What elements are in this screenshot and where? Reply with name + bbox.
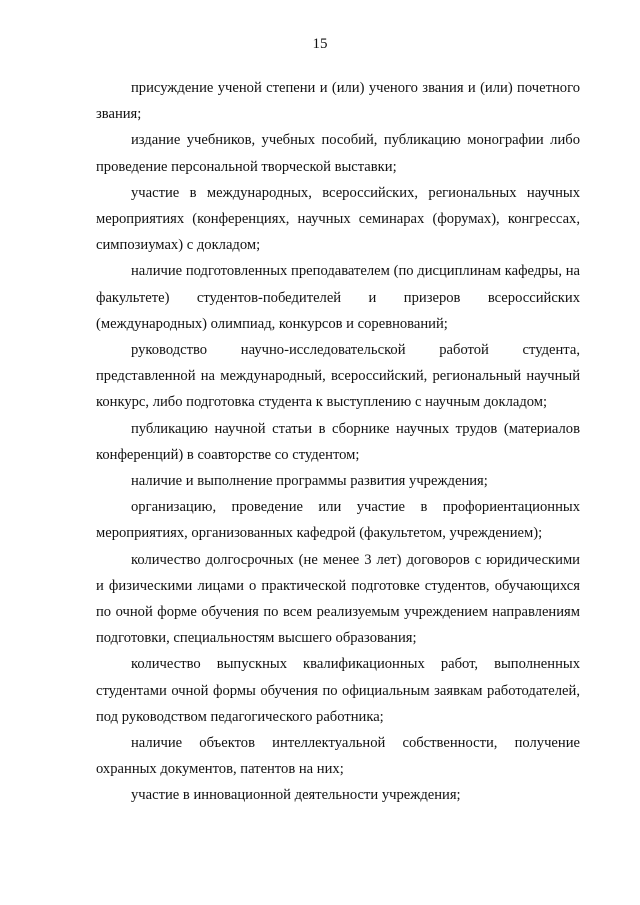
paragraph-olympiad-winners: наличие подготовленных преподавателем (по дисциплинам кафедры, на факультете) студентов-победителей и призеров всероссийских (международных) олимпиад, конкурсов и соревнований; [96,263,580,332]
paragraph-career-guidance: организацию, проведение или участие в профориентационных мероприятиях, организованных кафедрой (факультетом, учреждением); [96,499,580,542]
paragraph-graduate-theses: количество выпускных квалификационных работ, выполненных студентами очной формы обучения по официальным заявкам работодателей, под руководством педагогического работника; [96,656,580,725]
paragraph-degree: присуждение ученой степени и (или) ученого звания и (или) почетного звания; [96,80,580,123]
paragraph-innovation: участие в инновационной деятельности учреждения; [131,787,461,804]
paragraph-research-supervision: руководство научно-исследовательской работой студента, представленной на международный, всероссийский, региональный научный конкурс, либо подготовка студента к выступлению с научным докладом; [96,342,580,411]
paragraph-coauthored-article: публикацию научной статьи в сборнике научных трудов (материалов конференций) в соавторстве со студентом; [96,420,580,463]
document-body [96,75,580,809]
paragraph-intellectual-property: наличие объектов интеллектуальной собственности, получение охранных документов, патентов на них; [96,735,580,778]
paragraph-development-program: наличие и выполнение программы развития учреждения; [131,473,488,490]
page-number: 15 [312,36,328,52]
paragraph-textbooks: издание учебников, учебных пособий, публикацию монографии либо проведение персональной творческой выставки; [96,132,580,175]
paragraph-conferences: участие в международных, всероссийских, региональных научных мероприятиях (конференциях, научных семинарах (форумах), конгрессах, симпозиумах) с докладом; [96,184,580,254]
paragraph-long-term-contracts: количество долгосрочных (не менее 3 лет) договоров с юридическими и физическими лицами о практической подготовке студентов, обучающихся по очной форме обучения по всем реализуемым учреждением направлениям подготовки, специальностям высшего образования; [96,551,580,647]
